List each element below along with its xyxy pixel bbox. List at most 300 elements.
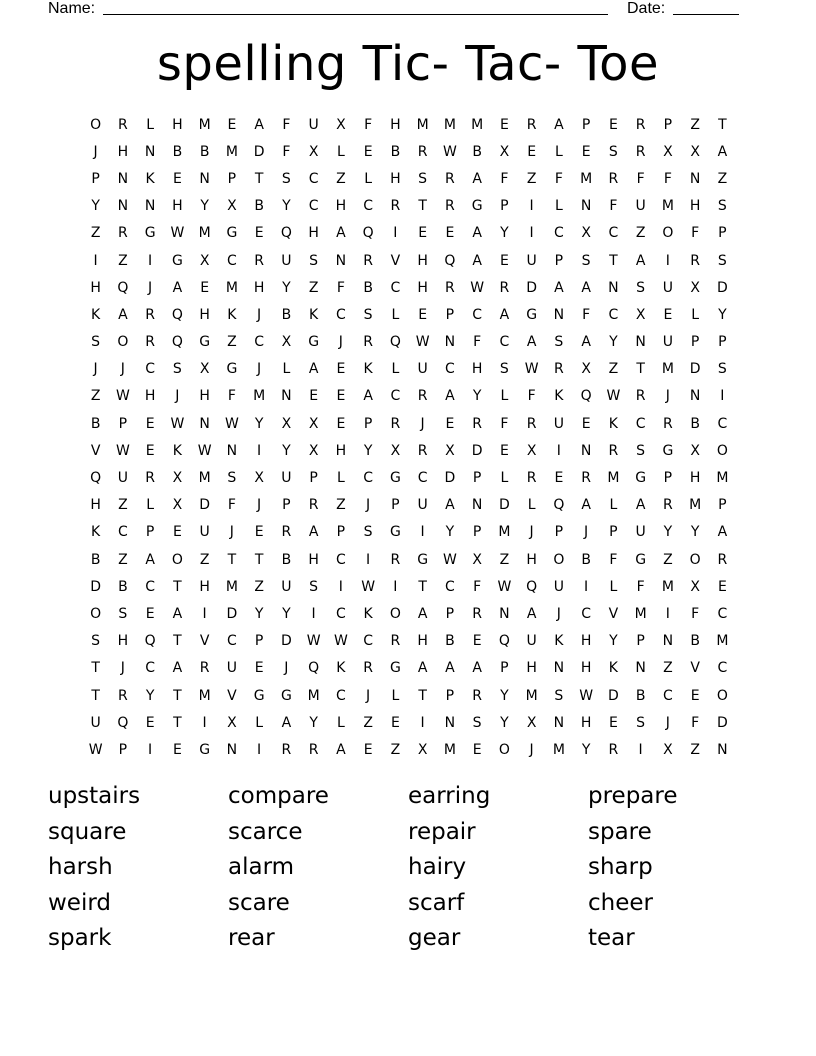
grid-letter[interactable]: G [635, 470, 647, 487]
grid-letter[interactable]: N [717, 741, 728, 758]
grid-letter[interactable]: P [363, 415, 373, 432]
grid-letter[interactable]: X [417, 741, 428, 758]
grid-letter[interactable]: C [581, 605, 592, 622]
grid-letter[interactable]: C [472, 306, 483, 323]
grid-letter[interactable]: R [363, 660, 373, 677]
grid-letter[interactable]: P [227, 170, 237, 187]
grid-letter[interactable]: G [662, 442, 674, 459]
grid-letter[interactable]: K [608, 660, 618, 677]
grid-letter[interactable]: N [471, 497, 483, 514]
grid-letter[interactable]: B [581, 551, 591, 568]
grid-letter[interactable]: E [445, 225, 455, 242]
grid-letter[interactable]: E [527, 143, 537, 160]
grid-letter[interactable]: A [717, 524, 728, 541]
grid-letter[interactable]: P [663, 116, 673, 133]
grid-letter[interactable]: T [418, 198, 427, 215]
grid-letter[interactable]: C [226, 252, 237, 269]
grid-letter[interactable]: O [662, 225, 674, 242]
grid-letter[interactable]: Q [444, 252, 456, 269]
grid-letter[interactable]: E [145, 714, 155, 731]
grid-letter[interactable]: M [416, 116, 429, 133]
grid-letter[interactable]: M [498, 524, 511, 541]
grid-letter[interactable]: M [198, 687, 211, 704]
grid-letter[interactable]: X [690, 578, 700, 595]
grid-letter[interactable]: W [470, 279, 485, 296]
grid-letter[interactable]: P [445, 605, 455, 622]
grid-letter[interactable]: C [226, 633, 237, 650]
grid-letter[interactable]: R [308, 741, 319, 758]
grid-letter[interactable]: B [390, 143, 401, 160]
grid-letter[interactable]: Z [254, 578, 264, 595]
grid-letter[interactable]: B [635, 687, 646, 704]
grid-letter[interactable]: A [554, 116, 564, 133]
grid-letter[interactable]: E [336, 415, 346, 432]
grid-letter[interactable]: D [253, 143, 265, 160]
grid-letter[interactable]: G [226, 225, 238, 242]
grid-letter[interactable]: P [500, 660, 509, 677]
grid-letter[interactable]: T [173, 714, 182, 731]
grid-letter[interactable]: S [309, 578, 319, 595]
grid-letter[interactable]: E [254, 225, 264, 242]
grid-letter[interactable]: P [554, 524, 564, 541]
grid-letter[interactable]: E [418, 225, 428, 242]
grid-letter[interactable]: X [581, 225, 591, 242]
grid-letter[interactable]: O [689, 551, 701, 568]
grid-letter[interactable]: J [257, 497, 262, 514]
grid-letter[interactable]: E [418, 306, 428, 323]
grid-letter[interactable]: F [582, 306, 591, 323]
grid-letter[interactable]: P [445, 687, 455, 704]
grid-letter[interactable]: L [391, 361, 400, 378]
grid-letter[interactable]: X [172, 497, 183, 514]
grid-letter[interactable]: R [145, 306, 155, 323]
grid-letter[interactable]: Q [90, 470, 102, 487]
grid-letter[interactable]: R [199, 660, 210, 677]
grid-letter[interactable]: A [526, 605, 537, 622]
grid-letter[interactable]: T [418, 687, 427, 704]
grid-letter[interactable]: Y [609, 334, 618, 351]
grid-letter[interactable]: L [691, 306, 700, 323]
grid-letter[interactable]: M [307, 687, 320, 704]
grid-letter[interactable]: C [608, 306, 619, 323]
grid-letter[interactable]: G [526, 306, 538, 323]
grid-letter[interactable]: N [689, 388, 701, 405]
grid-letter[interactable]: Y [472, 388, 482, 405]
grid-letter[interactable]: U [553, 578, 564, 595]
grid-letter[interactable]: O [90, 116, 102, 133]
grid-letter[interactable]: S [91, 633, 101, 650]
grid-letter[interactable]: I [420, 524, 425, 541]
grid-letter[interactable]: Z [90, 225, 101, 242]
grid-letter[interactable]: A [499, 306, 510, 323]
grid-letter[interactable]: H [117, 633, 129, 650]
grid-letter[interactable]: R [472, 687, 482, 704]
grid-letter[interactable]: O [389, 605, 401, 622]
grid-letter[interactable]: S [636, 279, 646, 296]
grid-letter[interactable]: F [336, 279, 345, 296]
grid-letter[interactable]: S [636, 442, 646, 459]
grid-letter[interactable]: A [581, 279, 591, 296]
grid-letter[interactable]: N [635, 660, 646, 677]
grid-letter[interactable]: F [282, 116, 291, 133]
grid-letter[interactable]: J [257, 361, 262, 378]
grid-letter[interactable]: K [309, 306, 319, 323]
grid-letter[interactable]: Y [309, 714, 318, 731]
grid-letter[interactable]: A [254, 116, 264, 133]
grid-letter[interactable]: A [308, 361, 319, 378]
grid-letter[interactable]: C [335, 687, 346, 704]
grid-letter[interactable]: S [309, 252, 319, 269]
grid-letter[interactable]: I [584, 578, 589, 595]
grid-letter[interactable]: R [663, 497, 673, 514]
grid-letter[interactable]: E [309, 388, 319, 405]
grid-letter[interactable]: J [366, 497, 371, 514]
grid-letter[interactable]: R [363, 334, 373, 351]
grid-letter[interactable]: G [389, 660, 401, 677]
grid-letter[interactable]: N [553, 660, 565, 677]
grid-letter[interactable]: K [363, 605, 373, 622]
grid-letter[interactable]: Z [390, 741, 401, 758]
grid-letter[interactable]: X [526, 442, 537, 459]
grid-letter[interactable]: Z [363, 714, 373, 731]
grid-letter[interactable]: A [363, 388, 373, 405]
grid-letter[interactable]: S [717, 361, 727, 378]
grid-letter[interactable]: R [445, 198, 455, 215]
grid-letter[interactable]: K [91, 306, 101, 323]
grid-letter[interactable]: G [199, 334, 211, 351]
grid-letter[interactable]: W [197, 442, 212, 459]
grid-letter[interactable]: O [716, 687, 728, 704]
grid-letter[interactable]: A [417, 605, 428, 622]
grid-letter[interactable]: W [333, 633, 348, 650]
grid-letter[interactable]: M [716, 470, 729, 487]
grid-letter[interactable]: H [308, 225, 319, 242]
grid-letter[interactable]: F [663, 170, 672, 187]
grid-letter[interactable]: M [253, 388, 266, 405]
grid-letter[interactable]: T [91, 660, 100, 677]
grid-letter[interactable]: Q [308, 660, 320, 677]
grid-letter[interactable]: T [173, 633, 182, 650]
grid-letter[interactable]: E [172, 170, 182, 187]
grid-letter[interactable]: L [500, 470, 509, 487]
grid-letter[interactable]: H [253, 279, 265, 296]
grid-letter[interactable]: D [471, 442, 483, 459]
grid-letter[interactable]: R [635, 116, 646, 133]
grid-letter[interactable]: C [335, 605, 346, 622]
grid-letter[interactable]: H [90, 497, 101, 514]
grid-letter[interactable]: T [173, 578, 182, 595]
grid-letter[interactable]: C [335, 551, 346, 568]
grid-letter[interactable]: I [420, 714, 425, 731]
grid-letter[interactable]: R [445, 279, 455, 296]
grid-letter[interactable]: G [199, 741, 211, 758]
grid-letter[interactable]: J [120, 361, 125, 378]
grid-letter[interactable]: X [227, 198, 237, 215]
grid-letter[interactable]: L [255, 714, 264, 731]
grid-letter[interactable]: I [393, 225, 398, 242]
grid-letter[interactable]: Q [280, 225, 292, 242]
grid-letter[interactable]: L [609, 497, 618, 514]
grid-letter[interactable]: F [500, 415, 509, 432]
grid-letter[interactable]: U [199, 524, 210, 541]
grid-letter[interactable]: N [444, 334, 456, 351]
grid-letter[interactable]: U [226, 660, 237, 677]
grid-letter[interactable]: G [389, 470, 401, 487]
grid-letter[interactable]: I [556, 442, 561, 459]
grid-letter[interactable]: T [718, 116, 727, 133]
grid-letter[interactable]: J [665, 388, 670, 405]
grid-letter[interactable]: F [554, 170, 563, 187]
grid-letter[interactable]: A [336, 225, 346, 242]
grid-letter[interactable]: S [499, 361, 509, 378]
grid-letter[interactable]: J [338, 334, 343, 351]
grid-letter[interactable]: X [254, 470, 264, 487]
grid-letter[interactable]: P [581, 116, 591, 133]
grid-letter[interactable]: M [716, 633, 729, 650]
grid-letter[interactable]: A [526, 334, 537, 351]
grid-letter[interactable]: L [500, 388, 509, 405]
grid-letter[interactable]: W [224, 415, 239, 432]
grid-letter[interactable]: M [443, 741, 456, 758]
grid-letter[interactable]: C [145, 578, 156, 595]
grid-letter[interactable]: M [525, 687, 538, 704]
grid-letter[interactable]: Q [171, 306, 183, 323]
grid-letter[interactable]: F [636, 170, 645, 187]
grid-letter[interactable]: R [118, 116, 128, 133]
grid-letter[interactable]: J [529, 524, 534, 541]
grid-letter[interactable]: N [553, 306, 565, 323]
grid-letter[interactable]: U [90, 714, 101, 731]
grid-letter[interactable]: E [581, 143, 591, 160]
grid-letter[interactable]: Y [91, 198, 100, 215]
grid-letter[interactable]: R [417, 388, 428, 405]
grid-letter[interactable]: Q [117, 714, 129, 731]
grid-letter[interactable]: A [717, 143, 728, 160]
grid-letter[interactable]: P [718, 497, 727, 514]
grid-letter[interactable]: X [172, 470, 183, 487]
grid-letter[interactable]: U [526, 252, 537, 269]
grid-letter[interactable]: X [499, 143, 510, 160]
grid-letter[interactable]: N [335, 252, 347, 269]
grid-letter[interactable]: S [554, 334, 564, 351]
grid-letter[interactable]: A [281, 714, 292, 731]
grid-letter[interactable]: X [635, 306, 646, 323]
grid-letter[interactable]: O [90, 605, 102, 622]
grid-letter[interactable]: P [336, 524, 346, 541]
grid-letter[interactable]: N [580, 442, 592, 459]
grid-letter[interactable]: M [661, 578, 674, 595]
grid-letter[interactable]: N [199, 170, 210, 187]
grid-letter[interactable]: P [718, 334, 727, 351]
grid-letter[interactable]: K [363, 361, 373, 378]
grid-letter[interactable]: I [257, 741, 262, 758]
grid-letter[interactable]: H [580, 660, 592, 677]
grid-letter[interactable]: P [145, 524, 155, 541]
grid-letter[interactable]: P [472, 470, 482, 487]
grid-letter[interactable]: H [335, 442, 347, 459]
grid-letter[interactable]: E [554, 470, 564, 487]
grid-letter[interactable]: H [390, 116, 401, 133]
grid-letter[interactable]: M [607, 470, 620, 487]
grid-letter[interactable]: S [363, 524, 373, 541]
grid-letter[interactable]: E [363, 741, 373, 758]
grid-letter[interactable]: L [336, 470, 345, 487]
grid-letter[interactable]: S [608, 143, 618, 160]
grid-letter[interactable]: Q [553, 497, 565, 514]
grid-letter[interactable]: A [417, 660, 428, 677]
grid-letter[interactable]: Y [663, 524, 673, 541]
grid-letter[interactable]: R [554, 361, 564, 378]
grid-letter[interactable]: J [556, 605, 561, 622]
grid-letter[interactable]: R [663, 415, 673, 432]
grid-letter[interactable]: M [225, 279, 238, 296]
grid-letter[interactable]: Z [118, 551, 128, 568]
grid-letter[interactable]: E [145, 415, 155, 432]
grid-letter[interactable]: T [254, 551, 264, 568]
grid-letter[interactable]: A [308, 524, 319, 541]
grid-letter[interactable]: C [499, 334, 510, 351]
grid-letter[interactable]: Q [580, 388, 592, 405]
grid-letter[interactable]: P [118, 741, 128, 758]
grid-letter[interactable]: Z [663, 660, 673, 677]
grid-letter[interactable]: S [91, 334, 101, 351]
grid-letter[interactable]: K [145, 170, 155, 187]
grid-letter[interactable]: S [472, 714, 482, 731]
grid-letter[interactable]: S [636, 714, 646, 731]
grid-letter[interactable]: N [226, 741, 238, 758]
grid-letter[interactable]: X [526, 714, 537, 731]
grid-letter[interactable]: A [472, 170, 482, 187]
date-blank-line[interactable] [673, 14, 739, 15]
grid-letter[interactable]: S [227, 470, 237, 487]
grid-letter[interactable]: B [690, 415, 700, 432]
grid-letter[interactable]: I [202, 714, 207, 731]
grid-letter[interactable]: G [417, 551, 429, 568]
grid-letter[interactable]: Z [227, 334, 237, 351]
grid-letter[interactable]: Z [308, 279, 319, 296]
grid-letter[interactable]: I [257, 442, 262, 459]
grid-letter[interactable]: N [635, 334, 646, 351]
grid-letter[interactable]: R [445, 170, 455, 187]
grid-letter[interactable]: D [90, 578, 102, 595]
grid-letter[interactable]: L [282, 361, 291, 378]
grid-letter[interactable]: C [363, 470, 374, 487]
grid-letter[interactable]: N [281, 388, 292, 405]
grid-letter[interactable]: Z [118, 497, 128, 514]
grid-letter[interactable]: E [172, 741, 182, 758]
grid-letter[interactable]: D [607, 687, 619, 704]
grid-letter[interactable]: A [472, 660, 482, 677]
grid-letter[interactable]: G [144, 225, 156, 242]
grid-letter[interactable]: C [717, 605, 728, 622]
grid-letter[interactable]: J [229, 524, 234, 541]
grid-letter[interactable]: A [554, 279, 564, 296]
grid-letter[interactable]: J [120, 660, 125, 677]
grid-letter[interactable]: H [199, 388, 210, 405]
name-blank-line[interactable] [103, 14, 608, 15]
grid-letter[interactable]: W [170, 225, 185, 242]
grid-letter[interactable]: H [417, 252, 428, 269]
grid-letter[interactable]: C [444, 361, 455, 378]
grid-letter[interactable]: Z [717, 170, 728, 187]
grid-letter[interactable]: R [417, 442, 428, 459]
grid-letter[interactable]: Z [118, 252, 128, 269]
grid-letter[interactable]: G [389, 524, 401, 541]
grid-letter[interactable]: I [529, 225, 534, 242]
grid-letter[interactable]: C [717, 415, 728, 432]
grid-letter[interactable]: T [91, 687, 100, 704]
grid-letter[interactable]: N [144, 143, 156, 160]
grid-letter[interactable]: F [364, 116, 373, 133]
grid-letter[interactable]: M [552, 741, 565, 758]
grid-letter[interactable]: R [118, 687, 128, 704]
grid-letter[interactable]: L [336, 714, 345, 731]
grid-letter[interactable]: J [366, 687, 371, 704]
grid-letter[interactable]: U [281, 252, 292, 269]
grid-letter[interactable]: B [363, 279, 373, 296]
grid-letter[interactable]: H [580, 633, 592, 650]
grid-letter[interactable]: E [254, 524, 264, 541]
grid-letter[interactable]: P [309, 470, 318, 487]
grid-letter[interactable]: E [608, 116, 618, 133]
grid-letter[interactable]: L [609, 578, 618, 595]
grid-letter[interactable]: H [144, 388, 156, 405]
grid-letter[interactable]: G [280, 687, 292, 704]
grid-letter[interactable]: H [335, 198, 347, 215]
grid-letter[interactable]: E [145, 605, 155, 622]
grid-letter[interactable]: K [554, 388, 564, 405]
grid-letter[interactable]: N [689, 170, 701, 187]
grid-letter[interactable]: P [91, 170, 100, 187]
grid-letter[interactable]: W [361, 578, 376, 595]
grid-letter[interactable]: C [444, 578, 455, 595]
grid-letter[interactable]: L [364, 170, 373, 187]
grid-letter[interactable]: C [145, 361, 156, 378]
grid-letter[interactable]: N [226, 442, 238, 459]
grid-letter[interactable]: R [526, 415, 537, 432]
grid-letter[interactable]: H [172, 198, 183, 215]
grid-letter[interactable]: R [581, 470, 591, 487]
grid-letter[interactable]: Y [445, 524, 455, 541]
grid-letter[interactable]: B [118, 578, 128, 595]
grid-letter[interactable]: C [608, 225, 619, 242]
grid-letter[interactable]: A [635, 252, 646, 269]
grid-letter[interactable]: N [117, 198, 129, 215]
grid-letter[interactable]: Q [362, 225, 374, 242]
grid-letter[interactable]: R [417, 143, 428, 160]
grid-letter[interactable]: A [118, 306, 128, 323]
grid-letter[interactable]: H [689, 470, 701, 487]
grid-letter[interactable]: X [281, 415, 292, 432]
grid-letter[interactable]: J [93, 143, 98, 160]
grid-letter[interactable]: B [281, 551, 292, 568]
grid-letter[interactable]: I [148, 741, 153, 758]
grid-letter[interactable]: R [145, 470, 155, 487]
grid-letter[interactable]: X [690, 279, 700, 296]
grid-letter[interactable]: W [115, 388, 130, 405]
grid-letter[interactable]: T [254, 170, 264, 187]
grid-letter[interactable]: K [172, 442, 182, 459]
grid-letter[interactable]: C [553, 225, 564, 242]
grid-letter[interactable]: E [690, 687, 700, 704]
grid-letter[interactable]: B [690, 633, 700, 650]
grid-letter[interactable]: E [336, 388, 346, 405]
grid-letter[interactable]: P [472, 524, 482, 541]
grid-letter[interactable]: N [662, 633, 674, 650]
grid-letter[interactable]: C [417, 470, 428, 487]
grid-letter[interactable]: B [90, 551, 101, 568]
grid-letter[interactable]: X [472, 551, 482, 568]
